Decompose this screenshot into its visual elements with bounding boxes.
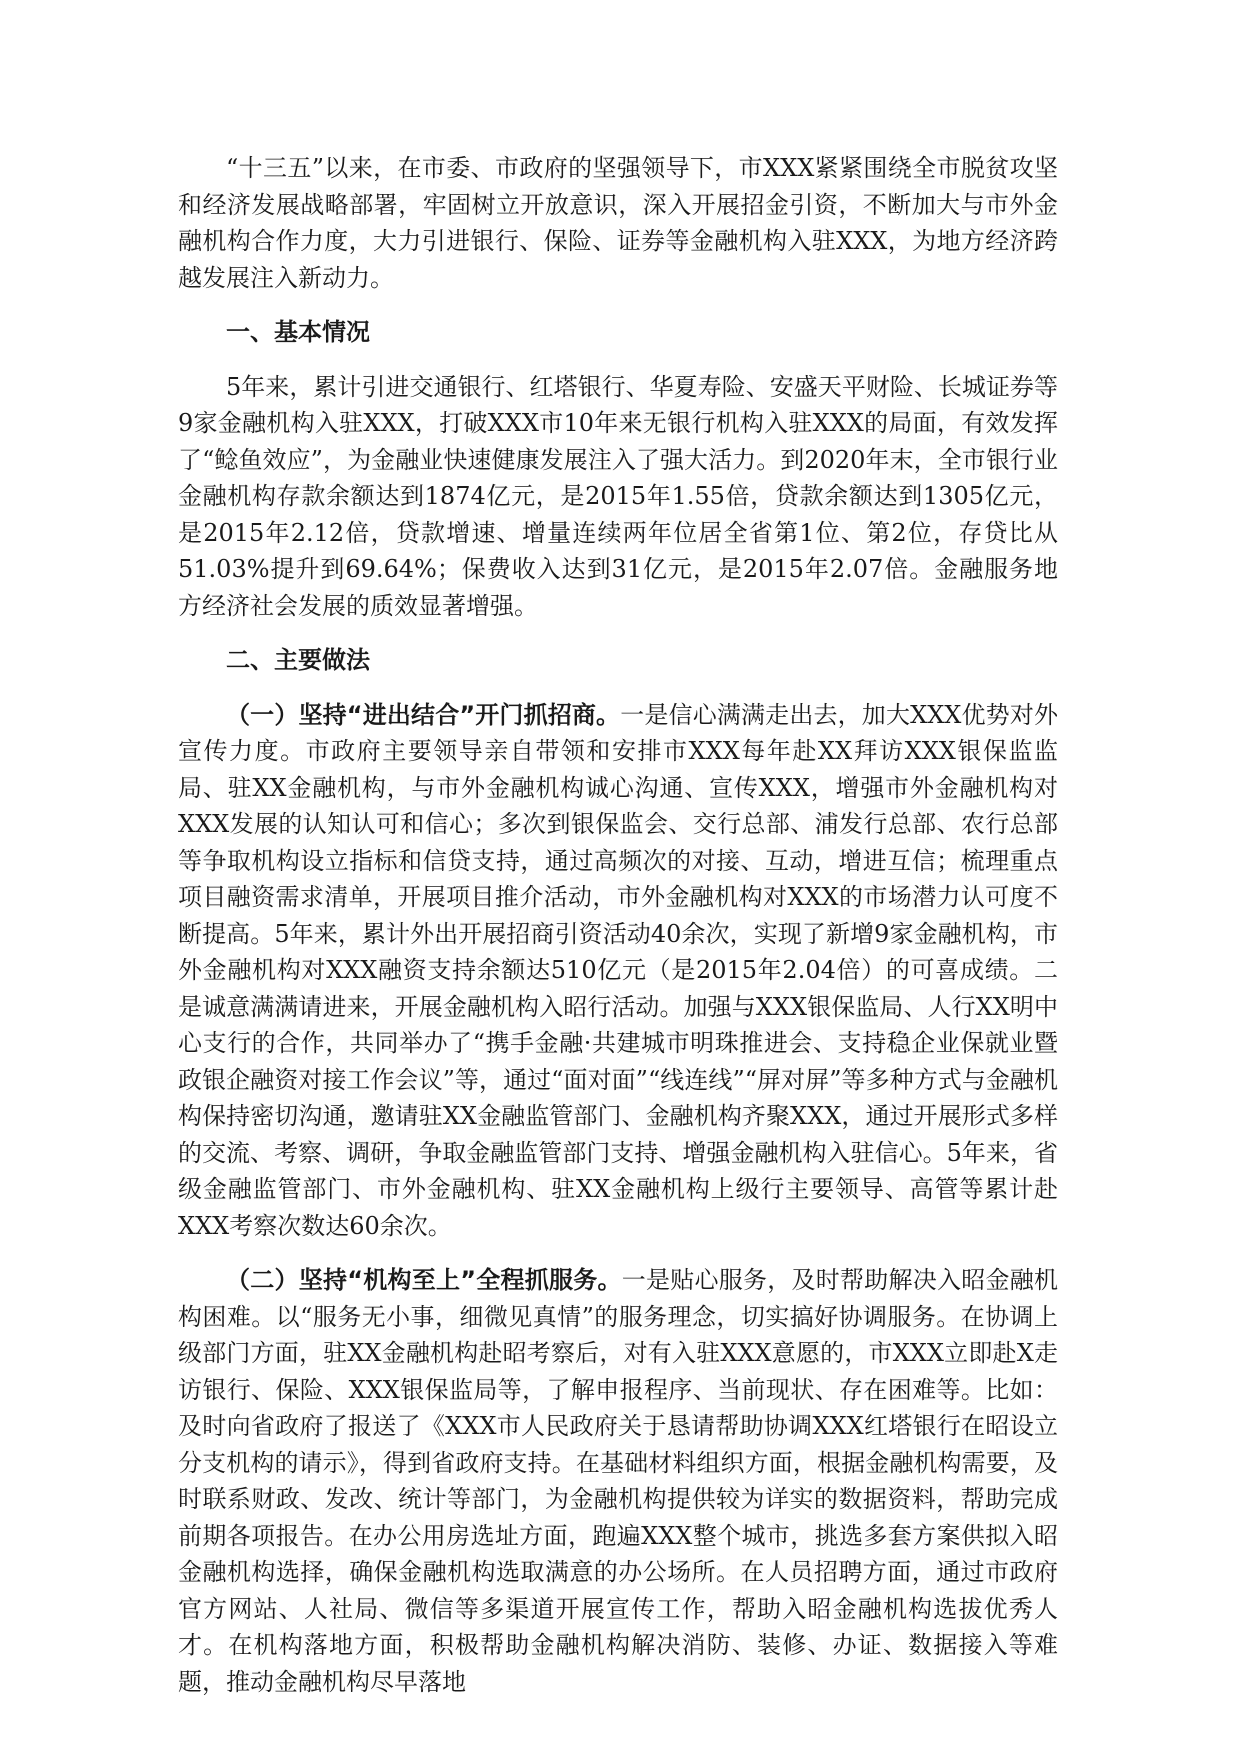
section-heading-main-practices: 二、主要做法 (226, 646, 370, 674)
intro-paragraph: “十三五”以来，在市委、市政府的坚强领导下，市XXX紧紧围绕全市脱贫攻坚和经济发展战略部署，牢固树立开放意识，深入开展招金引资，不断加大与市外金融机构合作力度，大力引进银行、保险、证券等金融机构入驻XXX，为地方经济跨越发展注入新动力。 (178, 154, 1058, 292)
section-heading-basic-situation: 一、基本情况 (226, 318, 370, 346)
practice-item-1-paragraph (178, 697, 1058, 1245)
practice-item-1-lead: （一）坚持“进出结合”开门抓招商。 (226, 700, 621, 729)
basic-situation-paragraph: 5年来，累计引进交通银行、红塔银行、华夏寿险、安盛天平财险、长城证券等9家金融机构入驻XXX，打破XXX市10年来无银行机构入驻XXX的局面，有效发挥了“鲶鱼效应”，为金融业快速健康发展注入了强大活力。到2020年末，全市银行业金融机构存款余额达到1874亿元，是2015年1.55倍，贷款余额达到1305亿元，是2015年2.12倍，贷款增速、增量连续两年位居全省第1位、第2位，存贷比从51.03%提升到69.64%；保费收入达到31亿元，是2015年2.07倍。金融服务地方经济社会发展的质效显著增强。 (178, 372, 1058, 620)
practice-item-2-paragraph (178, 1262, 1058, 1700)
document-page (178, 150, 1058, 1718)
practice-item-2-lead: （二）坚持“机构至上”全程抓服务。 (226, 1266, 622, 1294)
practice-item-1-text: 一是信心满满走出去，加大XXX优势对外宣传力度。市政府主要领导亲自带领和安排市XXX每年赴XX拜访XXX银保监监局、驻XX金融机构，与市外金融机构诚心沟通、宣传XXX，增强市外金融机构对XXX发展的认知认可和信心；多次到银保监会、交行总部、浦发行总部、农行总部等争取机构设立指标和信贷支持，通过高频次的对接、互动，增进互信；梳理重点项目融资需求清单，开展项目推介活动，市外金融机构对XXX的市场潜力认可度不断提高。5年来，累计外出开展招商引资活动40余次，实现了新增9家金融机构，市外金融机构对XXX融资支持余额达510亿元（是2015年2.04倍）的可喜成绩。二是诚意满满请进来，开展金融机构入昭行活动。加强与XXX银保监局、人行XX明中心支行的合作，共同举办了“携手金融·共建城市明珠推进会、支持稳企业保就业暨政银企融资对接工作会议”等，通过“面对面”“线连线”“屏对屏”等多种方式与金融机构保持密切沟通，邀请驻XX金融监管部门、金融机构齐聚XXX，通过开展形式多样的交流、考察、调研，争取金融监管部门支持、增强金融机构入驻信心。5年来，省级金融监管部门、市外金融机构、驻XX金融机构上级行主要领导、高管等累计赴XXX考察次数达60余次。 (178, 700, 1058, 1240)
practice-item-2-text: 一是贴心服务，及时帮助解决入昭金融机构困难。以“服务无小事，细微见真情”的服务理念，切实搞好协调服务。在协调上级部门方面，驻XX金融机构赴昭考察后，对有入驻XXX意愿的，市XXX立即赴X走访银行、保险、XXX银保监局等，了解申报程序、当前现状、存在困难等。比如：及时向省政府了报送了《XXX市人民政府关于恳请帮助协调XXX红塔银行在昭设立分支机构的请示》，得到省政府支持。在基础材料组织方面，根据金融机构需要，及时联系财政、发改、统计等部门，为金融机构提供较为详实的数据资料，帮助完成前期各项报告。在办公用房选址方面，跑遍XXX整个城市，挑选多套方案供拟入昭金融机构选择，确保金融机构选取满意的办公场所。在人员招聘方面，通过市政府官方网站、人社局、微信等多渠道开展宣传工作，帮助入昭金融机构选拔优秀人才。在机构落地方面，积极帮助金融机构解决消防、装修、办证、数据接入等难题，推动金融机构尽早落地 (178, 1266, 1059, 1696)
